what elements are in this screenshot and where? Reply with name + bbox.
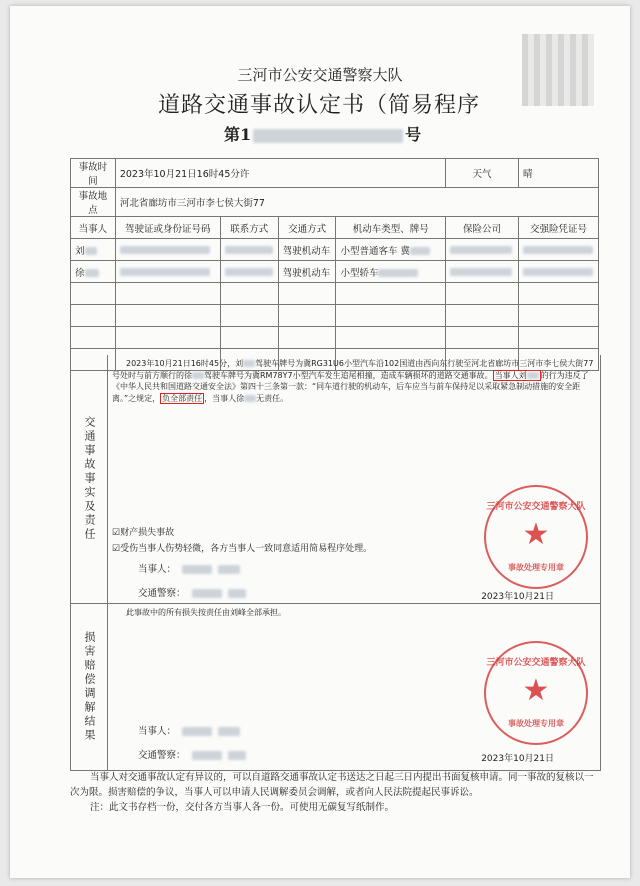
facts-label: 交通事故事实及责任	[83, 416, 96, 542]
table-row: 徐 驾驶机动车 小型轿车	[71, 261, 599, 283]
property-loss-checkbox: ☑财产损失事故	[112, 528, 175, 538]
mediation-label: 损害赔偿调解结果	[83, 630, 96, 743]
facts-section	[70, 355, 601, 604]
mediation-date: 2023年10月21日	[481, 754, 554, 764]
table-row-empty	[71, 327, 599, 349]
table-row-empty	[71, 305, 599, 327]
mediation-label-cell	[71, 603, 108, 770]
place-label: 事故地点	[71, 188, 116, 217]
facts-party-signature: 当事人：	[138, 561, 240, 575]
star-icon: ★	[522, 673, 550, 708]
mediation-officer-signature: 交通警察：	[138, 747, 246, 761]
facts-text: 2023年10月21日16时45分，刘 驾驶车牌号为冀RG31U6小型汽车沿102国道由西向东行驶至河北省廊坊市三河市李七侯大街77号处时与前方顺行的徐 驾驶车牌号为冀RM78Y7小型汽车发生追尾相撞，造成车辆损坏的道路交通事故。 当事人刘 的行为违反了《中华人民共和国道路交通安全法》第四十三条第一款：“同车道行驶的机动车，后车应当与前车保持足以采取紧急制动措施的安全距离。”之规定， 负全部责任 ，当事人徐 无责任。	[112, 359, 594, 403]
accident-info-table	[70, 158, 599, 371]
issuing-organization: 三河市公安交通警察大队	[237, 66, 403, 84]
mediation-section	[70, 603, 601, 771]
facts-label-cell	[71, 355, 108, 603]
archive-note: 注：此文书存档一份，交付各方当事人各一份。可使用无碳复写纸制作。	[90, 802, 395, 813]
facts-date: 2023年10月21日	[481, 592, 554, 602]
table-row-empty	[71, 283, 599, 305]
facts-officer-signature: 交通警察：	[138, 585, 246, 599]
footer-notes	[70, 770, 602, 815]
appeal-notice: 当事人对交通事故认定有异议的，可以自道路交通事故认定书送达之日起三日内提出书面复核申请。同一事故的复核以一次为限。损害赔偿的争议，当事人可以申请人民调解委员会调解，或者向人民法院提起民事诉讼。	[70, 772, 594, 798]
star-icon: ★	[522, 517, 550, 552]
document-number: 第1 号	[224, 125, 422, 144]
place-value: 河北省廊坊市三河市李七侯大街77	[115, 188, 598, 217]
mediation-text: 此事故中的所有损失按责任由刘峰全部承担。	[126, 608, 286, 617]
document-title: 道路交通事故认定书（简易程序	[158, 93, 481, 118]
weather-label: 天气	[445, 159, 518, 188]
time-label: 事故时间	[71, 159, 116, 188]
document-sheet	[10, 6, 630, 878]
party-table-header: 当事人 驾驶证或身份证号码 联系方式 交通方式 机动车类型、牌号 保险公司 交强险凭证号	[71, 217, 599, 239]
weather-value: 晴	[518, 159, 598, 188]
table-row: 刘 驾驶机动车 小型普通客车 冀	[71, 239, 599, 261]
time-value: 2023年10月21日16时45分许	[115, 159, 445, 188]
mediation-party-signature: 当事人：	[138, 723, 240, 737]
responsibility-highlight: 负全部责任	[162, 393, 203, 403]
official-seal-stamp: 三河市公安交通警察大队 ★ 事故处理专用章	[484, 485, 588, 589]
simple-procedure-checkbox: ☑受伤当事人伤势轻微，各方当事人一致同意适用简易程序处理。	[112, 544, 373, 554]
official-seal-stamp: 三河市公安交通警察大队 ★ 事故处理专用章	[484, 641, 588, 745]
